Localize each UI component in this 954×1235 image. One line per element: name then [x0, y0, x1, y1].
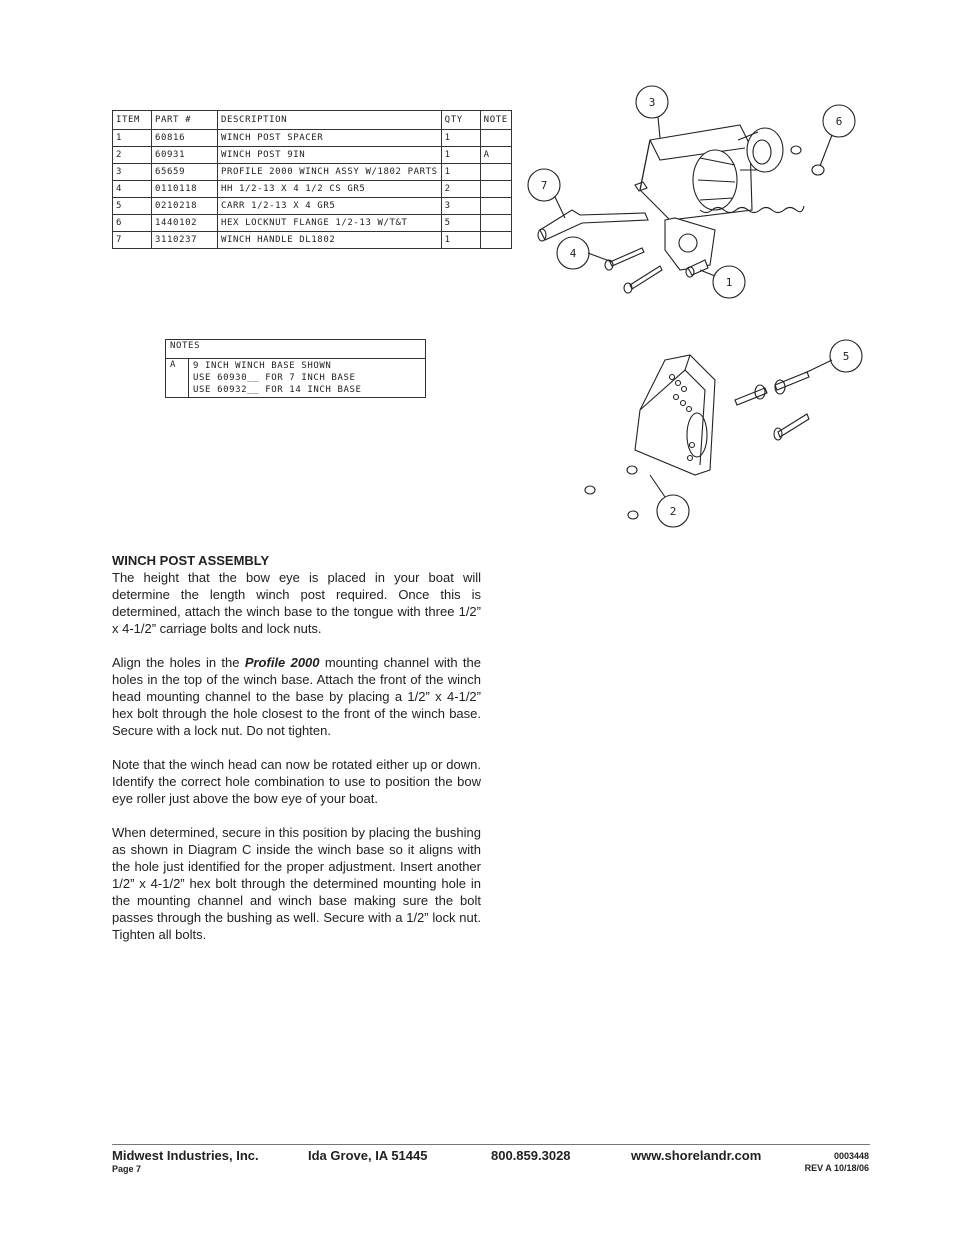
paragraph-3: Note that the winch head can now be rotated either up or down. Identify the correct hole combination to use to position the bow eye roller just above the bow eye of your boat.: [112, 757, 481, 806]
parts-table-body: [113, 130, 512, 249]
col-item: ITEM: [113, 111, 152, 130]
item-cell: 3: [113, 164, 152, 181]
product-name: Profile 2000: [244, 655, 320, 670]
callout-4: 4: [569, 247, 577, 260]
description-cell: HEX LOCKNUT FLANGE 1/2-13 W/T&T: [218, 215, 442, 232]
part-cell: 3110237: [152, 232, 218, 249]
description-cell: WINCH HANDLE DL1802: [218, 232, 442, 249]
part-cell: 1440102: [152, 215, 218, 232]
footer-doc-number: 0003448: [833, 1151, 869, 1161]
description-cell: WINCH POST SPACER: [218, 130, 442, 147]
paragraph-2-pre: Align the holes in the: [112, 655, 245, 670]
callout-3: 3: [648, 96, 656, 109]
winch-assembly-diagram: [500, 70, 940, 540]
item-cell: 7: [113, 232, 152, 249]
note-line: USE 60932__ FOR 14 INCH BASE: [193, 385, 362, 395]
callout-2: 2: [669, 505, 677, 518]
col-note: NOTE: [480, 111, 511, 130]
footer-phone: 800.859.3028: [491, 1148, 571, 1163]
description-cell: WINCH POST 9IN: [218, 147, 442, 164]
callout-5: 5: [842, 350, 850, 363]
parts-table-header: [113, 111, 512, 130]
footer-rule: [112, 1144, 870, 1145]
footer-page-number: Page 7: [112, 1164, 142, 1174]
part-cell: 60931: [152, 147, 218, 164]
qty-cell: 5: [441, 215, 480, 232]
callout-6: 6: [835, 115, 843, 128]
part-cell: 65659: [152, 164, 218, 181]
table-row: [113, 164, 512, 181]
qty-cell: 1: [441, 130, 480, 147]
col-description: DESCRIPTION: [218, 111, 442, 130]
paragraph-1: The height that the bow eye is placed in your boat will determine the length winch post required. Once this is determined, attach the winch base to the tongue with three 1/2” x 4-1/2” carriage bolts and lock nuts.: [112, 570, 481, 636]
footer-website[interactable]: www.shorelandr.com: [631, 1148, 762, 1163]
callout-1: 1: [725, 276, 733, 289]
col-part: PART #: [152, 111, 218, 130]
description-cell: HH 1/2-13 X 4 1/2 CS GR5: [218, 181, 442, 198]
qty-cell: 2: [441, 181, 480, 198]
footer-company: Midwest Industries, Inc.: [112, 1148, 259, 1163]
note-line: 9 INCH WINCH BASE SHOWN: [193, 361, 332, 371]
notes-table: [165, 339, 426, 398]
paragraph-4: When determined, secure in this position by placing the bushing as shown in Diagram C inside the winch base so it aligns with the hole just identified for the proper adjustment. Insert another 1/2” x 4-1/2” hex bolt through the determined mounting hole in the mounting channel and winch base making sure the bolt passes through the bushing as well. Secure with a 1/2” lock nut. Tighten all bolts.: [112, 825, 481, 942]
item-cell: 6: [113, 215, 152, 232]
part-cell: 0210218: [152, 198, 218, 215]
table-row: [113, 147, 512, 164]
table-row: [113, 181, 512, 198]
parts-table: [112, 110, 512, 249]
qty-cell: 1: [441, 164, 480, 181]
qty-cell: 3: [441, 198, 480, 215]
notes-header: NOTES: [166, 340, 426, 359]
qty-cell: 1: [441, 147, 480, 164]
item-cell: 5: [113, 198, 152, 215]
footer-revision: REV A 10/18/06: [804, 1163, 869, 1173]
paragraph-2: [112, 654, 481, 739]
description-cell: PROFILE 2000 WINCH ASSY W/1802 PARTS: [218, 164, 442, 181]
winch-post-assembly-section: [112, 552, 481, 960]
item-cell: 4: [113, 181, 152, 198]
item-cell: 1: [113, 130, 152, 147]
section-title: WINCH POST ASSEMBLY: [112, 553, 270, 568]
paragraph-2-post: mounting channel with the holes in the top of the winch base. Attach the front of the winch head mounting channel to the base by placing a 1/2” x 4-1/2” hex bolt through the hole closest to the front of the winch base. Secure with a lock nut. Do not tighten.: [112, 655, 481, 738]
item-cell: 2: [113, 147, 152, 164]
table-row: [113, 215, 512, 232]
part-cell: 0110118: [152, 181, 218, 198]
part-cell: 60816: [152, 130, 218, 147]
table-row: [113, 198, 512, 215]
note-line: USE 60930__ FOR 7 INCH BASE: [193, 373, 356, 383]
note-cell: A: [480, 147, 511, 164]
footer-city: Ida Grove, IA 51445: [308, 1148, 428, 1163]
table-row: [113, 130, 512, 147]
col-qty: QTY: [441, 111, 480, 130]
callout-7: 7: [540, 179, 548, 192]
note-body: [189, 359, 426, 398]
table-row: [113, 232, 512, 249]
note-letter: A: [166, 359, 189, 398]
description-cell: CARR 1/2-13 X 4 GR5: [218, 198, 442, 215]
qty-cell: 1: [441, 232, 480, 249]
